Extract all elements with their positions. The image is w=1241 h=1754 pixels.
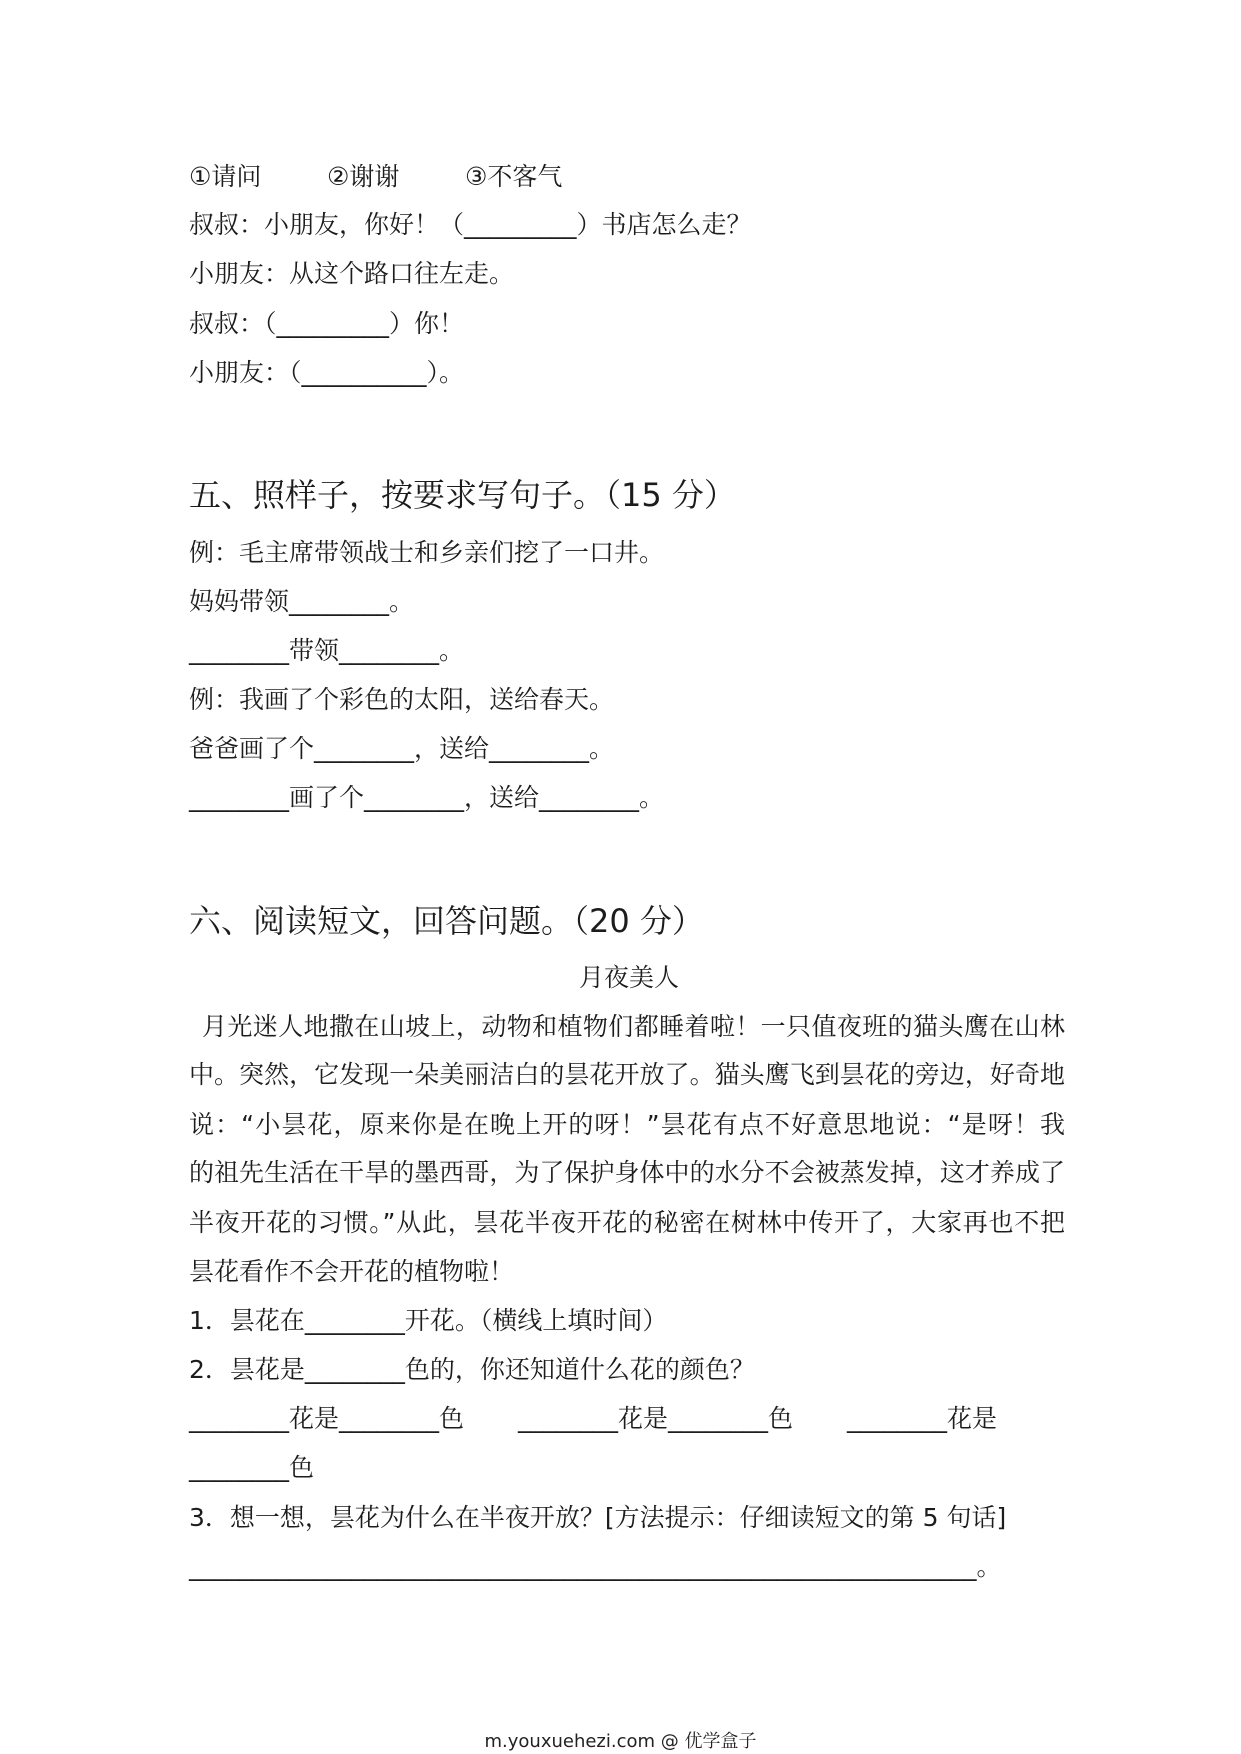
passage-line: 月光迷人地撒在山坡上，动物和植物们都睡着啦！一只值夜班的猫头鹰在山林 <box>202 1012 1065 1041</box>
passage-line: 昙花看作不会开花的植物啦！ <box>189 1257 515 1286</box>
section-5-heading: 五、照样子，按要求写句子。（15 分） <box>189 476 736 514</box>
passage-line: 说：“小昙花，原来你是在晚上开的呀！”昙花有点不好意思地说：“是呀！我 <box>189 1110 1065 1139</box>
question-3: 3．想一想，昙花为什么在半夜开放？[方法提示：仔细读短文的第 5 句话] <box>189 1503 1007 1532</box>
section-6-heading: 六、阅读短文，回答问题。（20 分） <box>189 902 704 940</box>
exercise-line: ________带领________。 <box>189 636 465 665</box>
question-2-answer-wrap: ________色 <box>189 1453 315 1482</box>
question-2-answer-blanks <box>189 1401 1176 1437</box>
question-1: 1．昙花在________开花。（横线上填时间） <box>189 1306 668 1335</box>
dialogue-line: 小朋友：（__________）。 <box>189 358 465 387</box>
question-3-answer-line: _______________________________________________________________。 <box>189 1552 1002 1581</box>
passage-title: 月夜美人 <box>578 963 679 992</box>
option-2: ②谢谢 <box>327 162 400 191</box>
flower-color-blank: ________花是 <box>847 1404 998 1433</box>
dialogue-line: 叔叔：（_________）你！ <box>189 309 465 338</box>
footer-watermark: m.youxuehezi.com @ 优学盒子 <box>484 1731 757 1752</box>
option-1: ①请问 <box>189 162 262 191</box>
passage-line: 中。突然，它发现一朵美丽洁白的昙花开放了。猫头鹰飞到昙花的旁边，好奇地 <box>189 1060 1065 1089</box>
option-3: ③不客气 <box>465 162 563 191</box>
example-sentence: 例：我画了个彩色的太阳，送给春天。 <box>189 685 615 714</box>
flower-color-blank: ________花是________色 <box>518 1404 794 1433</box>
exercise-line: 爸爸画了个________，送给________。 <box>189 734 615 763</box>
example-sentence: 例：毛主席带领战士和乡亲们挖了一口井。 <box>189 538 665 567</box>
question-2: 2．昙花是________色的，你还知道什么花的颜色？ <box>189 1355 755 1384</box>
dialogue-line: 叔叔：小朋友，你好！（_________）书店怎么走？ <box>189 210 752 239</box>
flower-color-blank: ________花是________色 <box>189 1404 465 1433</box>
exercise-line: ________画了个________，送给________。 <box>189 783 665 812</box>
passage-line: 的祖先生活在干旱的墨西哥，为了保护身体中的水分不会被蒸发掉，这才养成了 <box>189 1158 1065 1187</box>
passage-line: 半夜开花的习惯。”从此，昙花半夜开花的秘密在树林中传开了，大家再也不把 <box>189 1208 1065 1237</box>
word-options <box>189 159 603 195</box>
dialogue-line: 小朋友：从这个路口往左走。 <box>189 259 515 288</box>
exercise-line: 妈妈带领________。 <box>189 587 415 616</box>
